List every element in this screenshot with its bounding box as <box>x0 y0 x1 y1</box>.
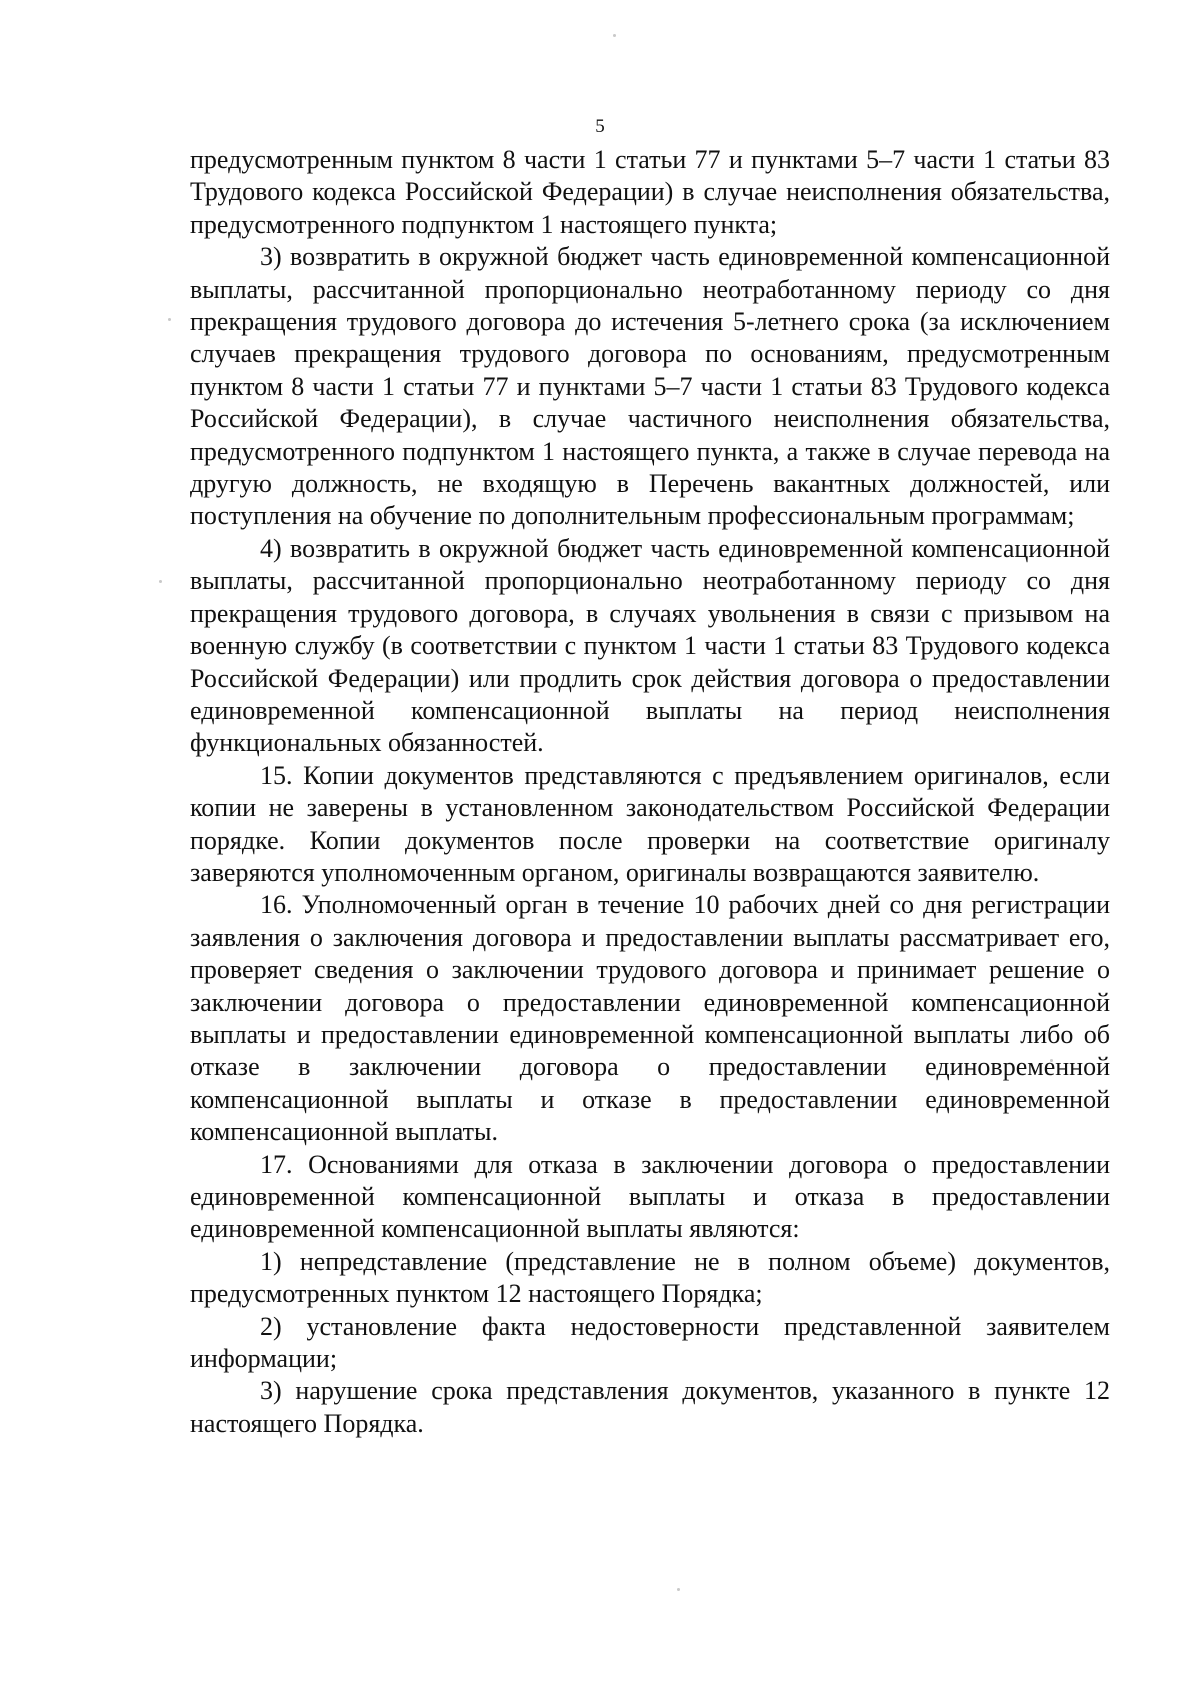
paragraph-section-16: 16. Уполномоченный орган в течение 10 рабочих дней со дня регистрации заявления о заключения договора и предоставлении выплаты рассматривает его, проверяет сведения о заключении трудового договора и принимает решение о заключении договора о предоставлении единовременной компенсационной выплаты и предоставлении единовременной компенсационной выплаты либо об отказе в заключении договора о предоставлении единовременной компенсационной выплаты и отказе в предоставлении единовременной компенсационной выплаты. <box>190 890 1110 1147</box>
paragraph-continuation: предусмотренным пунктом 8 части 1 статьи 77 и пунктами 5–7 части 1 статьи 83 Трудового кодекса Российской Федерации) в случае неисполнения обязательства, предусмотренного подпунктом 1 настоящего пункта; <box>190 145 1110 239</box>
paragraph-ground-2: 2) установление факта недостоверности представленной заявителем информации; <box>190 1311 1110 1374</box>
paragraph-ground-1: 1) непредставление (представление не в полном объеме) документов, предусмотренных пунктом 12 настоящего Порядка; <box>190 1246 1110 1309</box>
paragraph-item-3: 3) возвратить в окружной бюджет часть единовременной компенсационной выплаты, рассчитанной пропорционально неотработанному периоду со дня прекращения трудового договора до истечения 5-летнего срока (за исключением случаев прекращения трудового договора по основаниям, предусмотренным пунктом 8 части 1 статьи 77 и пунктами 5–7 части 1 статьи 83 Трудового кодекса Российской Федерации), в случае частичного неисполнения обязательства, предусмотренного подпунктом 1 настоящего пункта, а также в случае перевода на другую должность, не входящую в Перечень вакантных должностей, или поступления на обучение по дополнительным профессиональным программам; <box>190 242 1110 531</box>
scan-speck <box>613 34 616 37</box>
paragraph-item-4: 4) возвратить в окружной бюджет часть единовременной компенсационной выплаты, рассчитанной пропорционально неотработанному периоду со дня прекращения трудового договора, в случаях увольнения в связи с призывом на военную службу (в соответствии с пунктом 1 части 1 статьи 83 Трудового кодекса Российской Федерации) или продлить срок действия договора о предоставлении единовременной компенсационной выплаты на период неисполнения функциональных обязанностей. <box>190 533 1110 758</box>
paragraph-section-15: 15. Копии документов представляются с предъявлением оригиналов, если копии не заверены в установленном законодательством Российской Федерации порядке. Копии документов после проверки на соответствие оригиналу заверяются уполномоченным органом, оригиналы возвращаются заявителю. <box>190 760 1110 887</box>
paragraph-section-17: 17. Основаниями для отказа в заключении договора о предоставлении единовременной компенсационной выплаты и отказа в предоставлении единовременной компенсационной выплаты являются: <box>190 1149 1110 1244</box>
document-body <box>190 144 1110 1440</box>
scan-speck <box>159 580 162 583</box>
page-number: 5 <box>595 116 605 137</box>
paragraph-ground-3: 3) нарушение срока представления документов, указанного в пункте 12 настоящего Порядка. <box>190 1376 1110 1438</box>
scan-speck <box>168 318 171 321</box>
scan-speck <box>677 1588 680 1591</box>
